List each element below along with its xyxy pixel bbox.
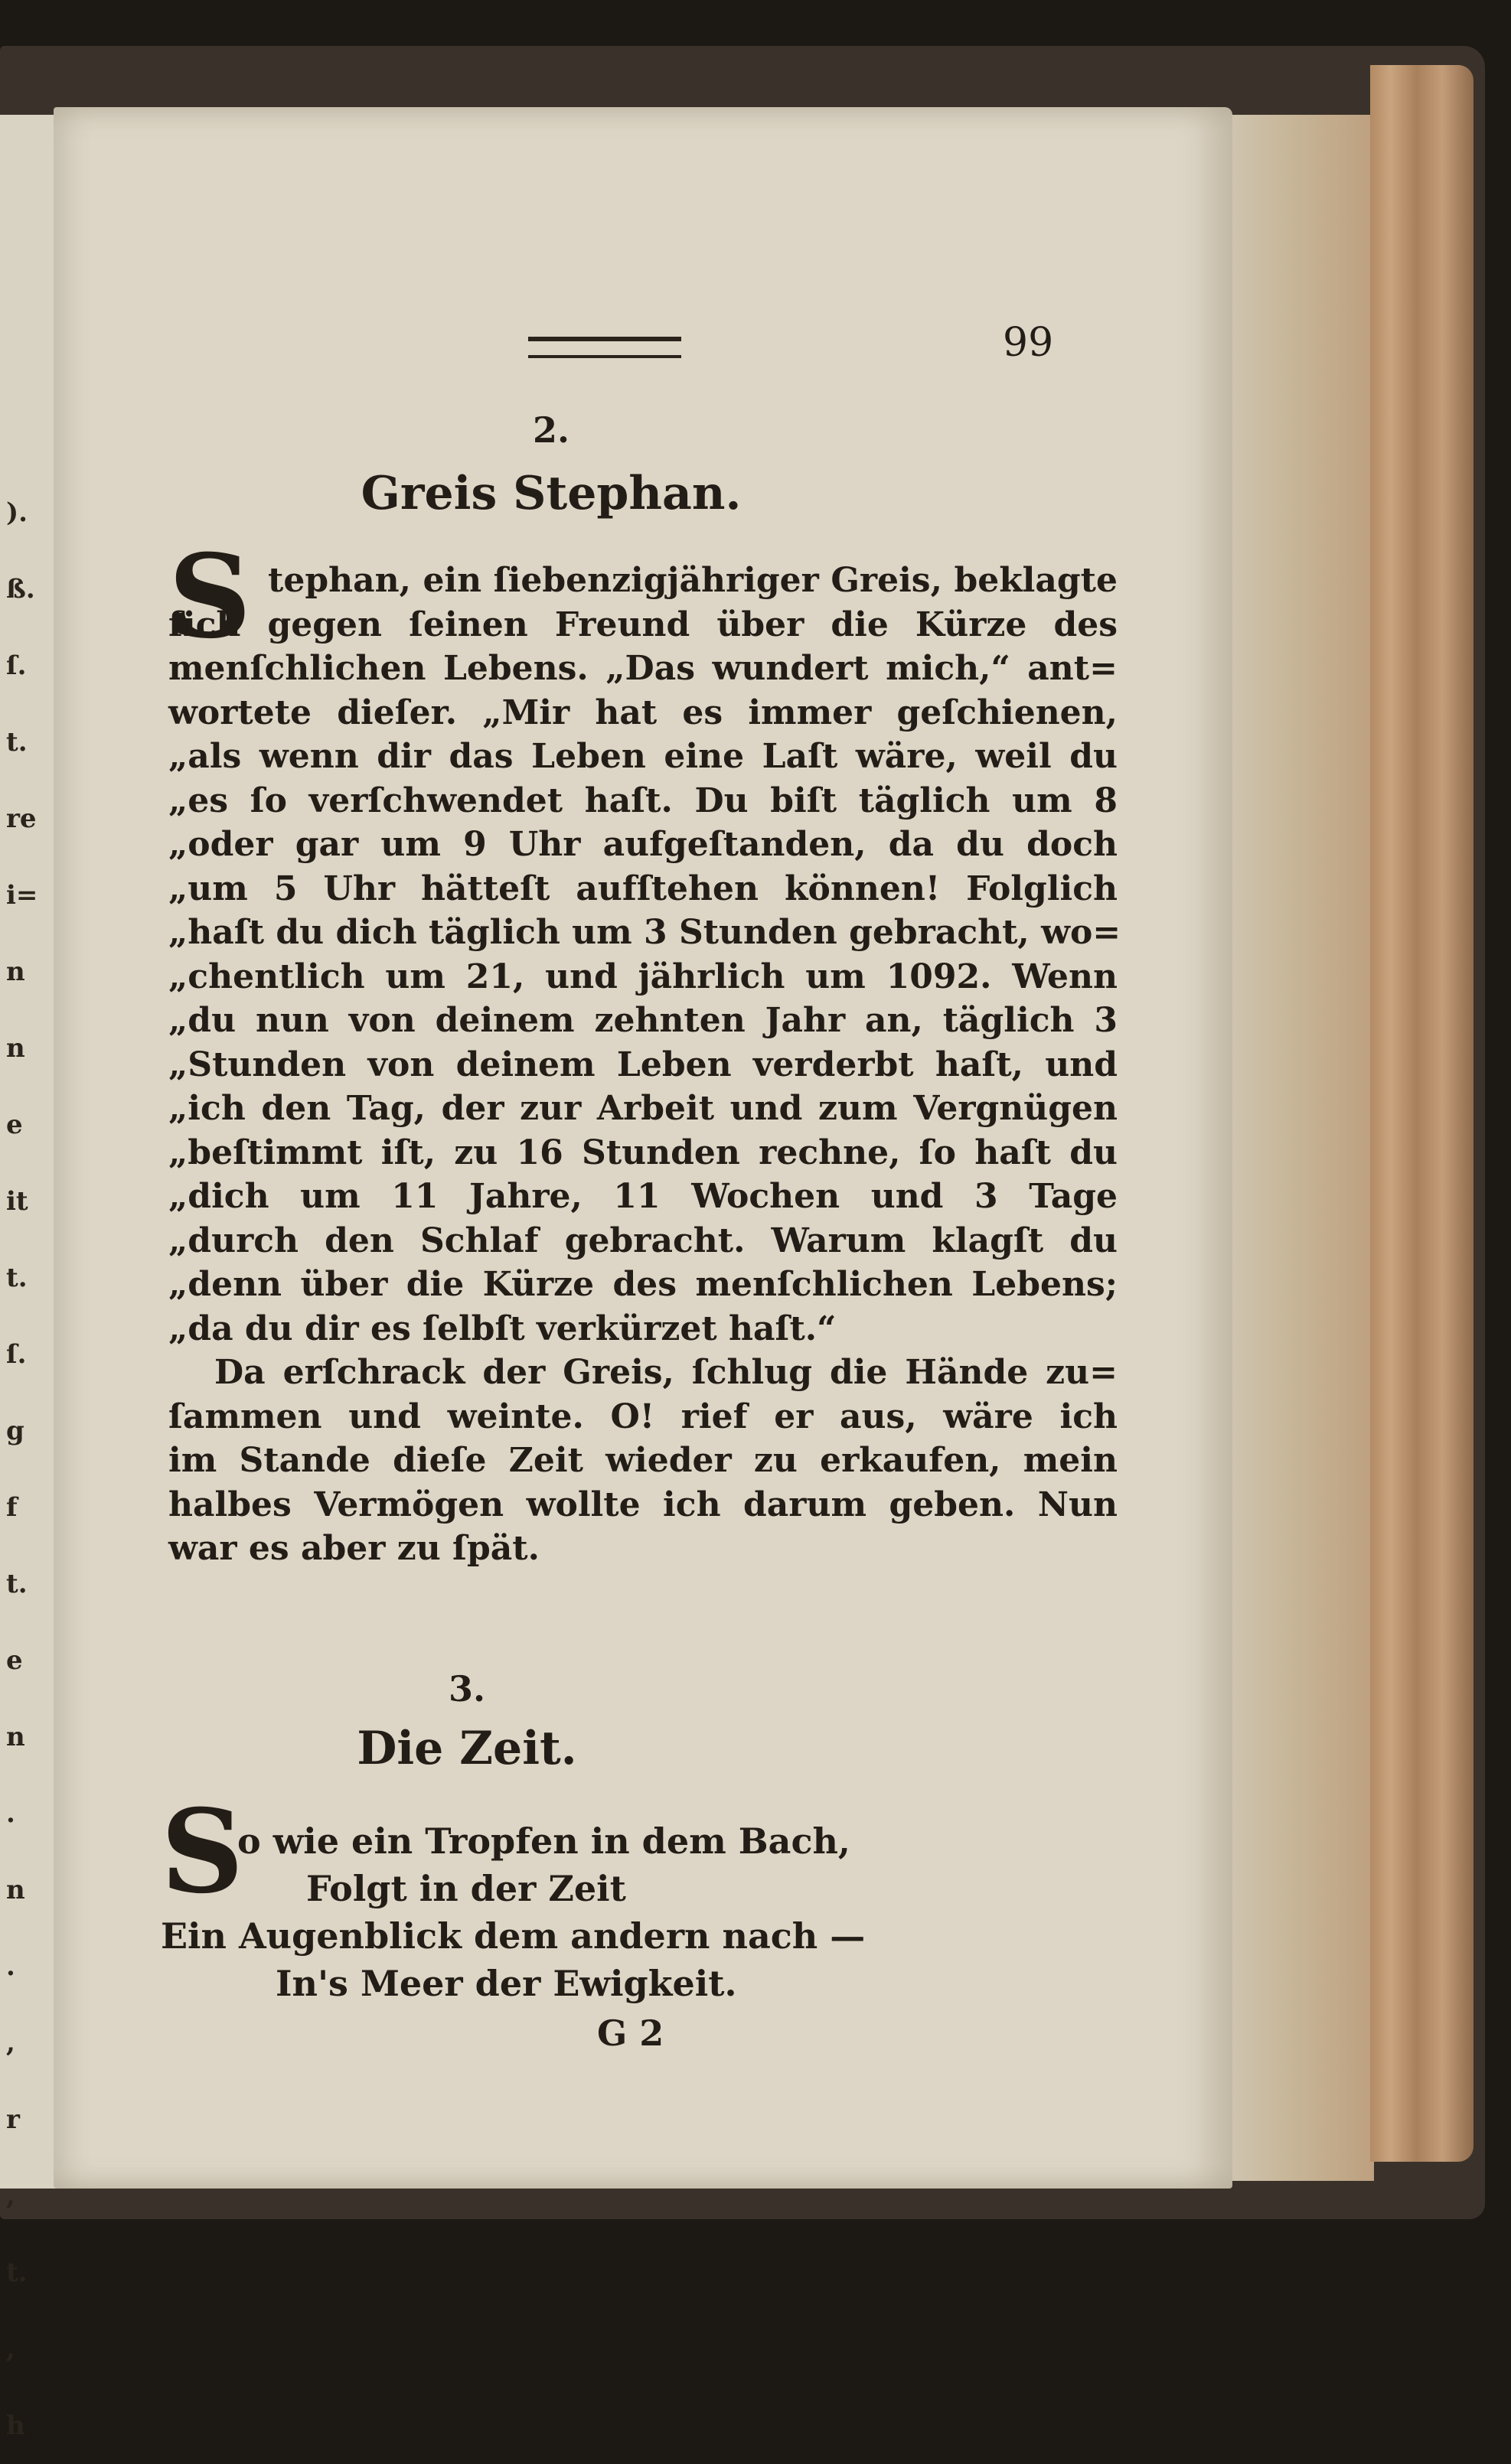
text-line: „ich den Tag, der zur Arbeit und zum Vergnügen: [168, 1089, 1118, 1128]
text-line: war es aber zu ſpät.: [168, 1529, 540, 1568]
section-number: 3.: [448, 1668, 486, 1709]
section-number: 2.: [532, 409, 570, 451]
text-line: „um 5 Uhr hätteſt aufſtehen können! Folglich: [168, 869, 1118, 908]
text-line: ſich gegen ſeinen Freund über die Kürze des: [168, 605, 1118, 644]
left-page-margin-text: ). ß. ſ. t. re i= n n e it t. ſ. g f t. e n . n . , r , t. , h: [6, 497, 38, 2441]
text-line: wortete dieſer. „Mir hat es immer geſchienen,: [168, 693, 1118, 732]
text-line: „oder gar um 9 Uhr aufgeſtanden, da du doch: [168, 825, 1118, 864]
text-line: ſammen und weinte. O! rief er aus, wäre ich: [168, 1397, 1118, 1436]
text-line: „haſt du dich täglich um 3 Stunden gebracht, wo=: [168, 913, 1121, 952]
text-line: im Stande dieſe Zeit wieder zu erkaufen, mein: [168, 1441, 1118, 1480]
page-block-edge: [1370, 65, 1473, 2162]
section-title: Die Zeit.: [357, 1722, 577, 1775]
paragraph-stephan: [168, 559, 1121, 1571]
text-line: menſchlichen Lebens. „Das wundert mich,“ ant=: [168, 649, 1118, 688]
poem-line: o wie ein Tropfen in dem Bach,: [237, 1820, 850, 1862]
poem-line: In's Meer der Ewigkeit.: [276, 1963, 737, 2004]
text-line: „durch den Schlaf gebracht. Warum klagſt du: [168, 1221, 1118, 1260]
poem-line: Folgt in der Zeit: [306, 1868, 626, 1909]
text-line: „dich um 11 Jahre, 11 Wochen und 3 Tage: [168, 1177, 1118, 1216]
text-line: „da du dir es ſelbſt verkürzet haſt.“: [168, 1309, 837, 1348]
text-line: „beſtimmt iſt, zu 16 Stunden rechne, ſo haſt du: [168, 1133, 1118, 1172]
right-page: [54, 107, 1232, 2189]
text-line: Da erſchrack der Greis, ſchlug die Hände zu=: [214, 1353, 1118, 1392]
drop-cap: S: [168, 530, 252, 664]
page-gutter-shade: [1225, 115, 1374, 2181]
text-line: tephan, ein ſiebenzigjähriger Greis, beklagte: [268, 561, 1118, 600]
text-line: „als wenn dir das Leben eine Laſt wäre, weil du: [168, 737, 1118, 776]
section-title: Greis Stephan.: [361, 467, 742, 520]
text-line: „chentlich um 21, und jährlich um 1092. Wenn: [168, 957, 1118, 996]
poem-line: Ein Augenblick dem andern nach —: [161, 1915, 866, 1957]
signature-mark: G 2: [597, 2013, 664, 2054]
page-number: 99: [1003, 320, 1054, 366]
text-line: „Stunden von deinem Leben verderbt haſt, und: [168, 1045, 1118, 1084]
text-line: „du nun von deinem zehnten Jahr an, täglich 3: [168, 1001, 1118, 1040]
header-ornament: [528, 337, 681, 358]
text-line: „es ſo verſchwendet haſt. Du biſt täglich um 8: [168, 781, 1118, 820]
poem-zeit: [161, 1817, 1079, 2007]
drop-cap: S: [161, 1784, 244, 1919]
text-line: halbes Vermögen wollte ich darum geben. Nun: [168, 1485, 1118, 1524]
text-line: „denn über die Kürze des menſchlichen Lebens;: [168, 1265, 1118, 1304]
